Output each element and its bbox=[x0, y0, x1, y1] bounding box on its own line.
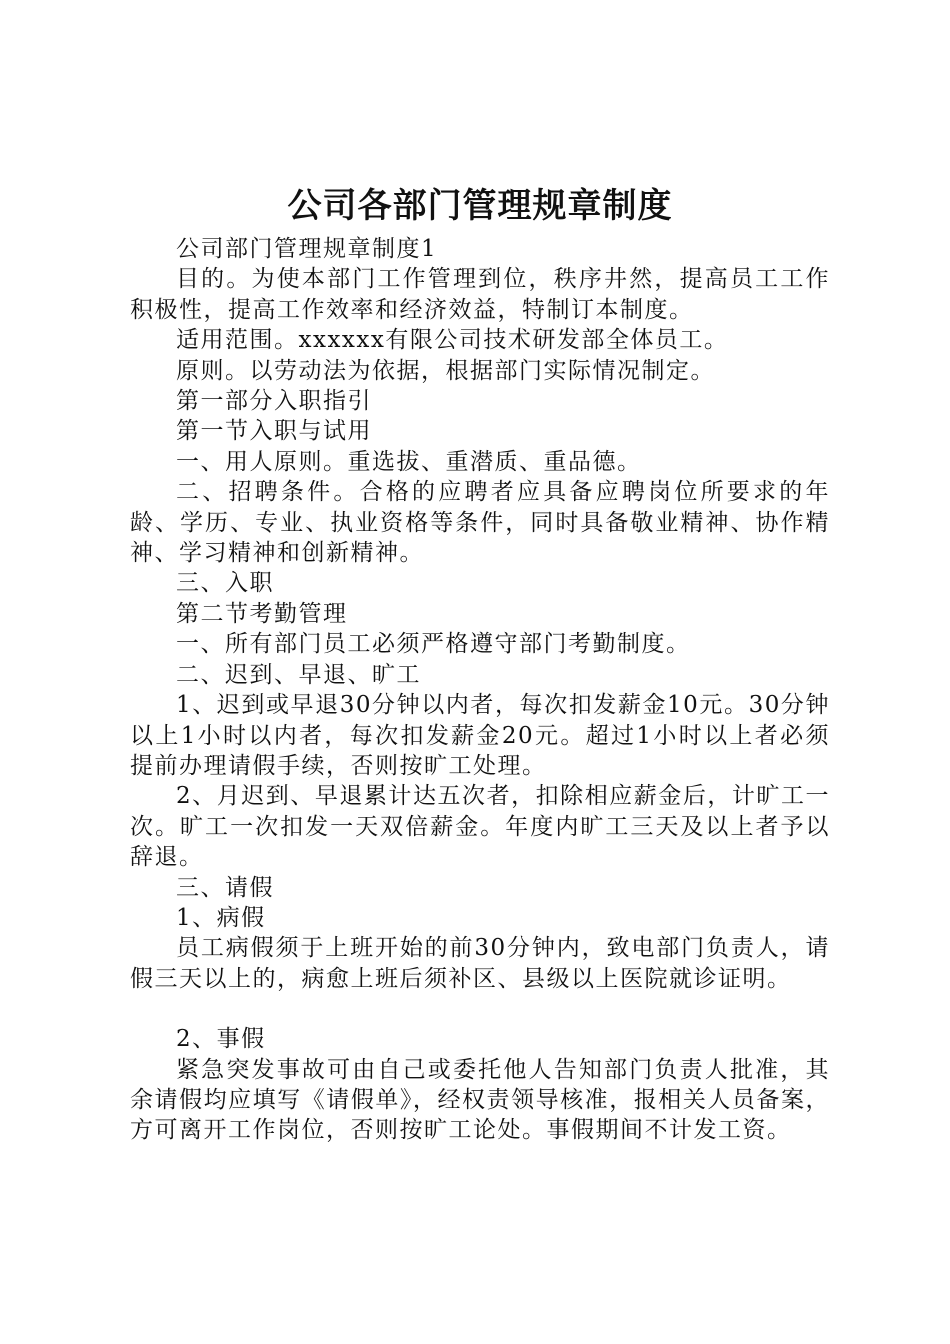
paragraph-leave: 三、请假 bbox=[176, 874, 274, 901]
paragraph-hiring-principle: 一、用人原则。重选拔、重潜质、重品德。 bbox=[176, 448, 642, 475]
section-heading-onboarding: 第一节入职与试用 bbox=[176, 418, 372, 445]
paragraph-late-early-absence: 二、迟到、早退、旷工 bbox=[176, 661, 421, 688]
document-title: 公司各部门管理规章制度 bbox=[287, 186, 673, 226]
paragraph-principle: 原则。以劳动法为依据，根据部门实际情况制定。 bbox=[176, 357, 715, 384]
paragraph-attendance-rule: 一、所有部门员工必须严格遵守部门考勤制度。 bbox=[176, 631, 691, 658]
document-body bbox=[130, 234, 830, 1146]
section-heading-part-one: 第一部分入职指引 bbox=[176, 388, 372, 415]
paragraph-recruitment-conditions: 二、招聘条件。合格的应聘者应具备应聘岗位所要求的年龄、学历、专业、执业资格等条件，同时具备敬业精神、协作精神、学习精神和创新精神。 bbox=[130, 479, 830, 567]
paragraph-onboarding: 三、入职 bbox=[176, 570, 274, 597]
paragraph-personal-leave: 紧急突发事故可由自己或委托他人告知部门负责人批准，其余请假均应填写《请假单》，经权责领导核准，报相关人员备案，方可离开工作岗位，否则按旷工论处。事假期间不计发工资。 bbox=[130, 1056, 830, 1144]
paragraph-scope: 适用范围。xxxxxx有限公司技术研发部全体员工。 bbox=[176, 327, 729, 354]
paragraph-sick-leave-heading: 1、病假 bbox=[176, 904, 266, 931]
paragraph-intro: 公司部门管理规章制度1 bbox=[176, 236, 438, 262]
section-heading-attendance: 第二节考勤管理 bbox=[176, 600, 348, 627]
paragraph-sick-leave: 员工病假须于上班开始的前30分钟内，致电部门负责人，请假三天以上的，病愈上班后须补区、县级以上医院就诊证明。 bbox=[130, 935, 830, 992]
paragraph-late-penalty: 1、迟到或早退30分钟以内者，每次扣发薪金10元。30分钟以上1小时以内者，每次扣发薪金20元。超过1小时以上者必须提前办理请假手续，否则按旷工处理。 bbox=[130, 692, 830, 779]
paragraph-personal-leave-heading: 2、事假 bbox=[176, 1026, 266, 1053]
paragraph-purpose: 目的。为使本部门工作管理到位，秩序井然，提高员工工作积极性，提高工作效率和经济效益，特制订本制度。 bbox=[130, 266, 830, 323]
paragraph-monthly-late: 2、月迟到、早退累计达五次者，扣除相应薪金后，计旷工一次。旷工一次扣发一天双倍薪金。年度内旷工三天及以上者予以辞退。 bbox=[130, 783, 830, 871]
